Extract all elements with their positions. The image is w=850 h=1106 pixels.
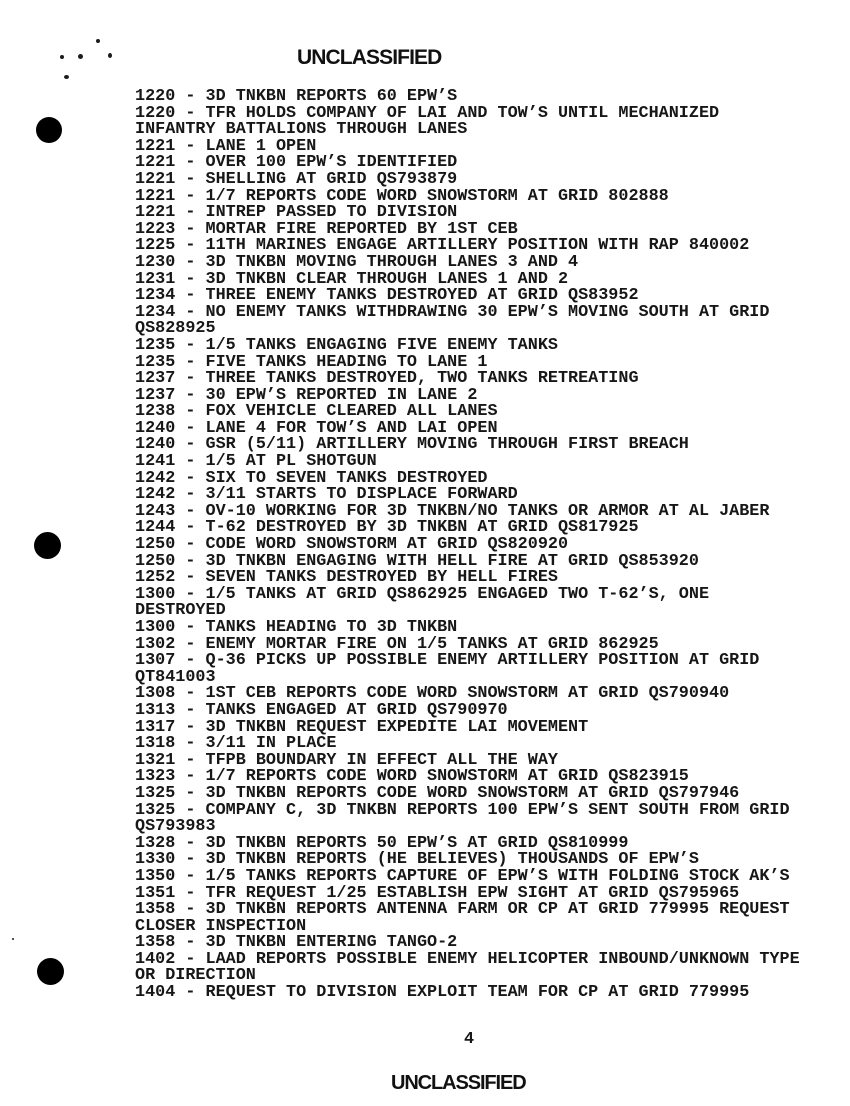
log-line: 1351 - TFR REQUEST 1/25 ESTABLISH EPW SIGHT AT GRID QS795965 bbox=[135, 883, 740, 903]
pencil-speck bbox=[96, 39, 100, 43]
log-line: 1221 - 1/7 REPORTS CODE WORD SNOWSTORM AT GRID 802888 bbox=[135, 186, 669, 206]
log-line: 1328 - 3D TNKBN REPORTS 50 EPW’S AT GRID QS810999 bbox=[135, 833, 629, 853]
pencil-speck bbox=[60, 55, 64, 59]
log-line: 1318 - 3/11 IN PLACE bbox=[135, 734, 337, 754]
log-line: 1402 - LAAD REPORTS POSSIBLE ENEMY HELICOPTER INBOUND/UNKNOWN TYPE bbox=[135, 949, 800, 969]
log-line: 1358 - 3D TNKBN REPORTS ANTENNA FARM OR CP AT GRID 779995 REQUEST bbox=[135, 900, 790, 920]
log-line: OR DIRECTION bbox=[135, 966, 256, 986]
log-line: 1321 - TFPB BOUNDARY IN EFFECT ALL THE WAY bbox=[135, 750, 558, 770]
log-line: 1243 - OV-10 WORKING FOR 3D TNKBN/NO TANKS OR ARMOR AT AL JABER bbox=[135, 501, 770, 521]
log-line: 1350 - 1/5 TANKS REPORTS CAPTURE OF EPW’S WITH FOLDING STOCK AK’S bbox=[135, 866, 790, 886]
log-line: 1223 - MORTAR FIRE REPORTED BY 1ST CEB bbox=[135, 219, 518, 239]
log-line: 1237 - THREE TANKS DESTROYED, TWO TANKS RETREATING bbox=[135, 369, 639, 389]
log-line: 1308 - 1ST CEB REPORTS CODE WORD SNOWSTORM AT GRID QS790940 bbox=[135, 684, 730, 704]
log-line: 1330 - 3D TNKBN REPORTS (HE BELIEVES) THOUSANDS OF EPW’S bbox=[135, 850, 699, 870]
log-line: 1325 - 3D TNKBN REPORTS CODE WORD SNOWSTORM AT GRID QS797946 bbox=[135, 783, 740, 803]
pencil-speck bbox=[108, 53, 112, 58]
log-line: 1225 - 11TH MARINES ENGAGE ARTILLERY POSITION WITH RAP 840002 bbox=[135, 236, 750, 256]
log-line: QS793983 bbox=[135, 817, 216, 837]
log-line: 1221 - INTREP PASSED TO DIVISION bbox=[135, 203, 458, 223]
log-line: 1231 - 3D TNKBN CLEAR THROUGH LANES 1 AND 2 bbox=[135, 269, 569, 289]
log-line: 1325 - COMPANY C, 3D TNKBN REPORTS 100 EPW’S SENT SOUTH FROM GRID bbox=[135, 800, 790, 820]
log-line: 1404 - REQUEST TO DIVISION EXPLOIT TEAM FOR CP AT GRID 779995 bbox=[135, 983, 750, 1003]
log-line: 1220 - TFR HOLDS COMPANY OF LAI AND TOW’S UNTIL MECHANIZED bbox=[135, 103, 720, 123]
pencil-speck bbox=[64, 75, 69, 79]
hole-punch-mark bbox=[34, 532, 61, 559]
log-line: 1244 - T-62 DESTROYED BY 3D TNKBN AT GRID QS817925 bbox=[135, 518, 639, 538]
log-line: 1230 - 3D TNKBN MOVING THROUGH LANES 3 AND 4 bbox=[135, 252, 579, 272]
log-line: 1221 - LANE 1 OPEN bbox=[135, 136, 317, 156]
log-line: 1252 - SEVEN TANKS DESTROYED BY HELL FIRES bbox=[135, 568, 558, 588]
log-line: 1300 - 1/5 TANKS AT GRID QS862925 ENGAGED TWO T-62’S, ONE bbox=[135, 584, 710, 604]
log-line: 1235 - FIVE TANKS HEADING TO LANE 1 bbox=[135, 352, 488, 372]
log-line: 1240 - LANE 4 FOR TOW’S AND LAI OPEN bbox=[135, 418, 498, 438]
hole-punch-mark bbox=[36, 117, 62, 143]
log-line: 1250 - CODE WORD SNOWSTORM AT GRID QS820920 bbox=[135, 535, 569, 555]
log-line: 1240 - GSR (5/11) ARTILLERY MOVING THROUGH FIRST BREACH bbox=[135, 435, 689, 455]
log-line: 1238 - FOX VEHICLE CLEARED ALL LANES bbox=[135, 402, 498, 422]
log-line: DESTROYED bbox=[135, 601, 226, 621]
log-line: 1250 - 3D TNKBN ENGAGING WITH HELL FIRE AT GRID QS853920 bbox=[135, 551, 699, 571]
log-line: 1323 - 1/7 REPORTS CODE WORD SNOWSTORM AT GRID QS823915 bbox=[135, 767, 689, 787]
classification-footer: UNCLASSIFIED bbox=[391, 1072, 526, 1094]
log-line: 1300 - TANKS HEADING TO 3D TNKBN bbox=[135, 618, 458, 637]
log-line: 1241 - 1/5 AT PL SHOTGUN bbox=[135, 452, 377, 472]
log-line: 1317 - 3D TNKBN REQUEST EXPEDITE LAI MOVEMENT bbox=[135, 717, 589, 737]
log-line: 1221 - OVER 100 EPW’S IDENTIFIED bbox=[135, 153, 458, 173]
log-line: CLOSER INSPECTION bbox=[135, 916, 307, 936]
log-line: 1237 - 30 EPW’S REPORTED IN LANE 2 bbox=[135, 385, 478, 405]
log-entries bbox=[135, 89, 825, 1002]
log-line: 1235 - 1/5 TANKS ENGAGING FIVE ENEMY TANKS bbox=[135, 335, 558, 355]
log-line: 1220 - 3D TNKBN REPORTS 60 EPW’S bbox=[135, 87, 458, 106]
pencil-speck bbox=[12, 938, 14, 940]
log-line: 1242 - SIX TO SEVEN TANKS DESTROYED bbox=[135, 468, 488, 488]
log-line: 1242 - 3/11 STARTS TO DISPLACE FORWARD bbox=[135, 485, 518, 505]
log-line: 1358 - 3D TNKBN ENTERING TANGO-2 bbox=[135, 933, 458, 953]
log-line: 1221 - SHELLING AT GRID QS793879 bbox=[135, 169, 458, 189]
classification-header: UNCLASSIFIED bbox=[297, 46, 442, 69]
log-line: 1313 - TANKS ENGAGED AT GRID QS790970 bbox=[135, 700, 508, 720]
log-line: QT841003 bbox=[135, 667, 216, 687]
pencil-speck bbox=[78, 54, 83, 59]
log-line: QS828925 bbox=[135, 319, 216, 339]
log-line: 1234 - NO ENEMY TANKS WITHDRAWING 30 EPW’S MOVING SOUTH AT GRID bbox=[135, 302, 770, 322]
log-line: 1234 - THREE ENEMY TANKS DESTROYED AT GRID QS83952 bbox=[135, 286, 639, 306]
page-number: 4 bbox=[464, 1030, 475, 1049]
log-line: 1302 - ENEMY MORTAR FIRE ON 1/5 TANKS AT GRID 862925 bbox=[135, 634, 659, 654]
hole-punch-mark bbox=[37, 958, 64, 985]
log-line: 1307 - Q-36 PICKS UP POSSIBLE ENEMY ARTILLERY POSITION AT GRID bbox=[135, 651, 760, 671]
log-line: INFANTRY BATTALIONS THROUGH LANES bbox=[135, 120, 468, 140]
